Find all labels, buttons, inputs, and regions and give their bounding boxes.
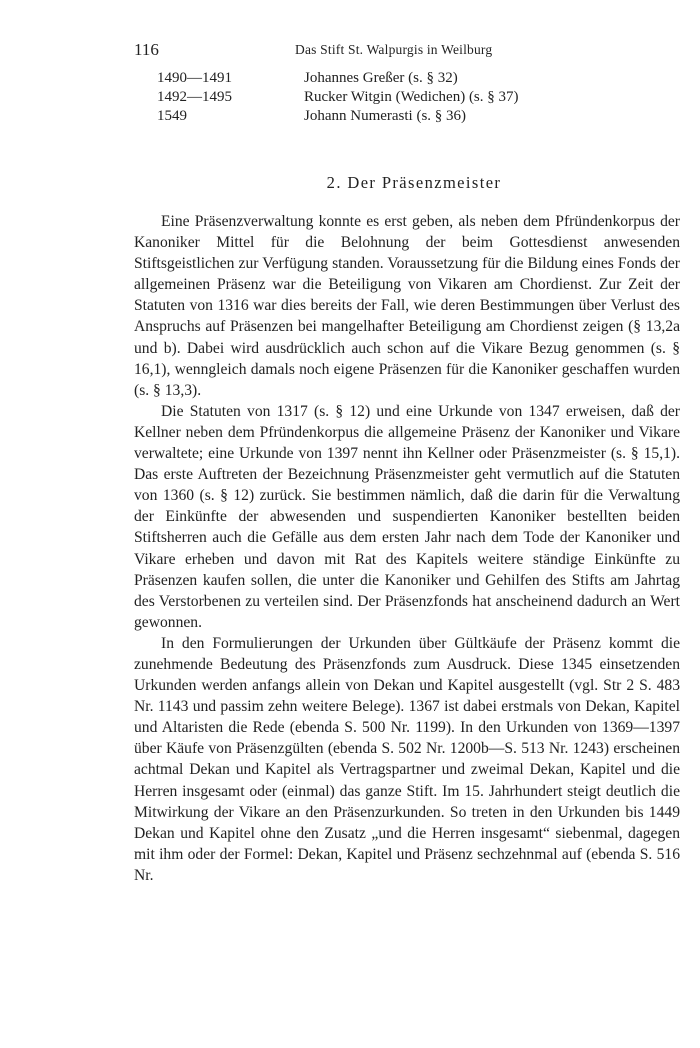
list-item	[157, 88, 657, 107]
body-text	[134, 211, 680, 886]
list-item	[157, 69, 657, 88]
section-heading: 2. Der Präsenzmeister	[326, 173, 502, 192]
list-item-date: 1490—1491	[157, 70, 232, 86]
list-item	[157, 107, 657, 126]
page-header	[134, 40, 680, 64]
page-number: 116	[134, 40, 159, 59]
list-item-name: Rucker Witgin (Wedichen) (s. § 37)	[304, 89, 519, 105]
paragraph: Die Statuten von 1317 (s. § 12) und eine Urkunde von 1347 erweisen, daß der Kellner neben dem Pfründenkorpus die allgemeine Präsenz der Kanoniker und Vikare verwaltete; eine Urkunde von 1397 nennt ihn Kellner oder Präsenzmeister (s. § 15,1). Das erste Auftreten der Bezeichnung Präsenzmeister geht vermutlich auf die Statuten von 1360 (s. § 12) zurück. Sie bestimmen nämlich, daß die darin für die Verwaltung der Einkünfte der abwesenden und suspendierten Kanoniker bestellten beiden Stiftsherren auch die Gefälle aus dem ersten Jahr nach dem Tode der Kanoniker und Vikare erheben und davon mit Rat des Kapitels weitere ständige Einkünfte zu Präsenzen kaufen sollen, die unter die Kanoniker und Gehilfen des Stifts am Jahrtag des Verstorbenen zu verteilen sind. Der Präsenzfonds hat anscheinend dadurch an Wert gewonnen.	[134, 402, 680, 631]
paragraph: In den Formulierungen der Urkunden über Gültkäufe der Präsenz kommt die zunehmende Bedeutung des Präsenzfonds zum Ausdruck. Diese 1345 einsetzenden Urkunden werden anfangs allein von Dekan und Kapitel ausgestellt (vgl. Str 2 S. 483 Nr. 1143 und passim zehn weitere Belege). 1367 ist dabei erstmals von Dekan, Kapitel und Altaristen die Rede (ebenda S. 500 Nr. 1199). In den Urkunden von 1369—1397 über Käufe von Präsenzgülten (ebenda S. 502 Nr. 1200b—S. 513 Nr. 1243) erscheinen achtmal Dekan und Kapitel als Vertragspartner und zweimal Dekan, Kapitel und die Herren insgesamt oder (einmal) das ganze Stift. Im 15. Jahrhundert steigt deutlich die Mitwirkung der Vikare an den Präsenzurkunden. So treten in den Urkunden bis 1449 Dekan und Kapitel ohne den Zusatz „und die Herren insgesamt“ siebenmal, dagegen mit ihm oder der Formel: Dekan, Kapitel und Präsenz sechzehnmal auf (ebenda S. 516 Nr.	[134, 634, 680, 884]
list-item-date: 1492—1495	[157, 89, 232, 105]
list-item-date: 1549	[157, 108, 187, 124]
list-item-name: Johann Numerasti (s. § 36)	[304, 108, 467, 124]
list-item-name: Johannes Greßer (s. § 32)	[304, 70, 458, 86]
office-holder-list	[157, 69, 657, 126]
paragraph: Eine Präsenzverwaltung konnte es erst geben, als neben dem Pfründenkorpus der Kanoniker Mittel für die Belohnung der beim Gottesdienst anwesenden Stiftsgeistlichen zur Verfügung standen. Voraussetzung für die Bildung eines Fonds der allgemeinen Präsenz war die Beteiligung von Vikaren am Chordienst. Zur Zeit der Statuten von 1316 war dies bereits der Fall, wie deren Bestimmungen über Verlust des Anspruchs auf Präsenzen bei mangelhafter Beteiligung am Chordienst zeigen (§ 13,2a und b). Dabei wird ausdrücklich auch schon auf die Vikare Bezug genommen (s. § 16,1), wenngleich damals noch eigene Präsenzen für die Kanoniker geschaffen wurden (s. § 13,3).	[134, 213, 680, 399]
running-head: Das Stift St. Walpurgis in Weilburg	[295, 42, 493, 57]
